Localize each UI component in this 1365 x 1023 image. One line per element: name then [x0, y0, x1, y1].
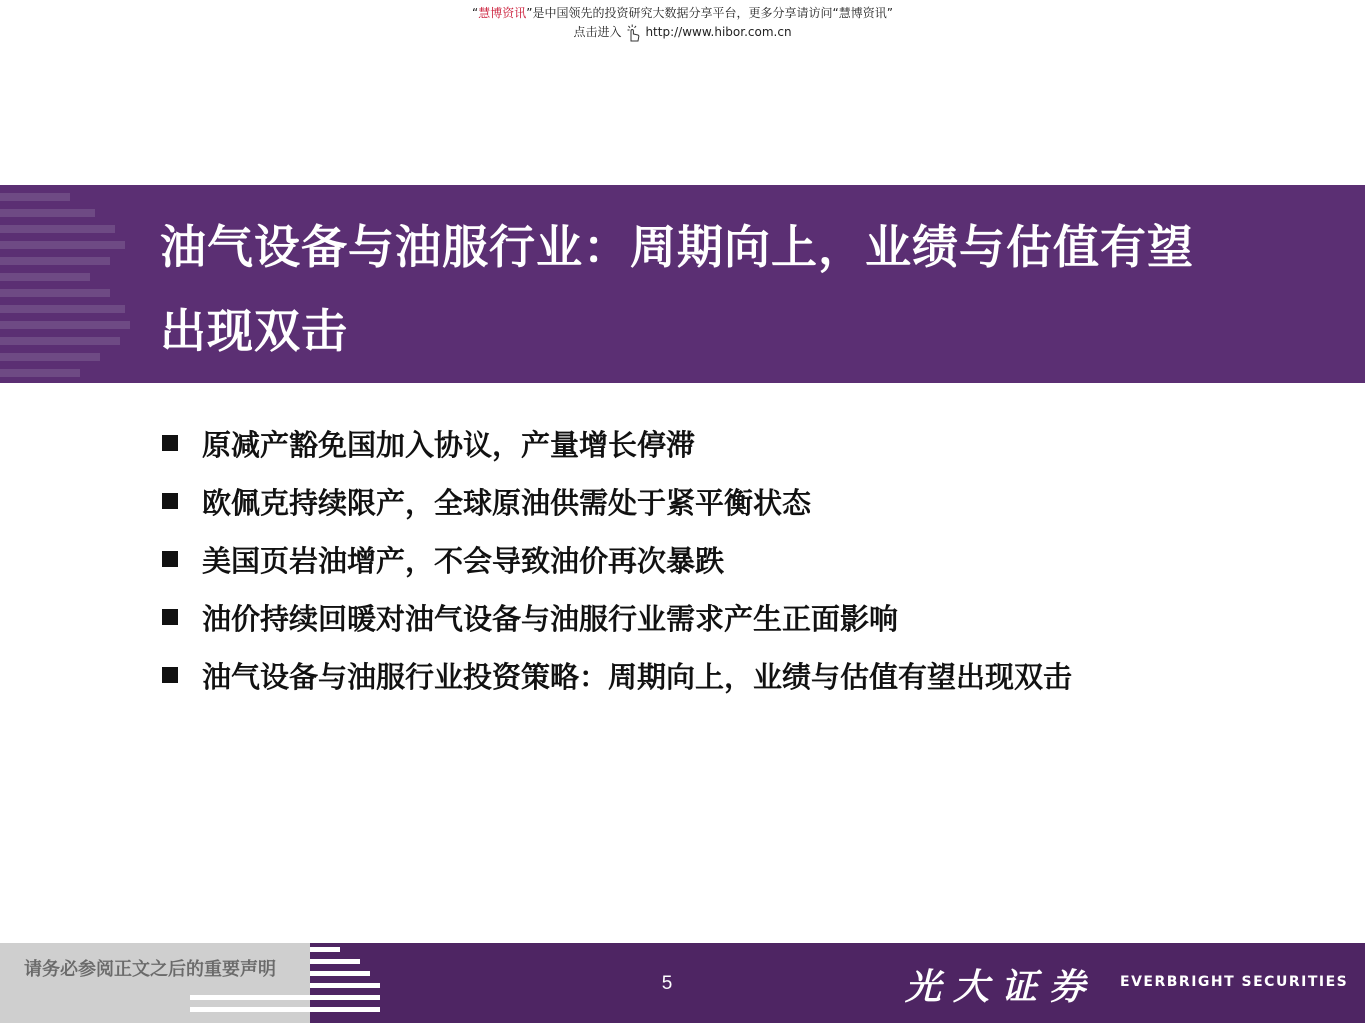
slide-title: 油气设备与油服行业：周期向上，业绩与估值有望出现双击	[160, 220, 1194, 358]
square-bullet-icon	[162, 493, 178, 509]
title-band	[0, 185, 1365, 383]
company-logo-english: EVERBRIGHT SECURITIES	[1120, 974, 1349, 990]
square-bullet-icon	[162, 551, 178, 567]
watermark-line-2	[573, 23, 791, 42]
disclaimer-text: 请务必参阅正文之后的重要声明	[24, 959, 276, 980]
square-bullet-icon	[162, 435, 178, 451]
bullet-text: 油气设备与油服行业投资策略：周期向上，业绩与估值有望出现双击	[202, 659, 1073, 694]
list-item	[162, 414, 1072, 472]
pointer-hand-icon	[625, 24, 641, 42]
bullet-text: 欧佩克持续限产，全球原油供需处于紧平衡状态	[202, 485, 812, 520]
quote-open: “	[472, 6, 479, 20]
company-logo-chinese: 光大证券	[905, 966, 1098, 1008]
source-watermark	[0, 4, 1365, 42]
key-points-list	[162, 414, 1072, 704]
square-bullet-icon	[162, 609, 178, 625]
watermark-description: ”是中国领先的投资研究大数据分享平台，更多分享请访问“慧博资讯”	[526, 6, 893, 20]
list-item	[162, 588, 1072, 646]
list-item	[162, 530, 1072, 588]
list-item	[162, 646, 1072, 704]
decorative-stripes	[0, 185, 140, 383]
site-link[interactable]: http://www.hibor.com.cn	[645, 25, 792, 39]
brand-name[interactable]: 慧博资讯	[478, 6, 527, 20]
click-label: 点击进入	[573, 25, 622, 39]
square-bullet-icon	[162, 667, 178, 683]
list-item	[162, 472, 1072, 530]
page-number: 5	[661, 973, 673, 994]
bullet-text: 油价持续回暖对油气设备与油服行业需求产生正面影响	[202, 601, 899, 636]
bullet-text: 美国页岩油增产，不会导致油价再次暴跌	[202, 543, 725, 578]
footer-band	[0, 943, 1365, 1023]
watermark-line-1	[0, 4, 1365, 23]
bullet-text: 原减产豁免国加入协议，产量增长停滞	[202, 427, 696, 462]
